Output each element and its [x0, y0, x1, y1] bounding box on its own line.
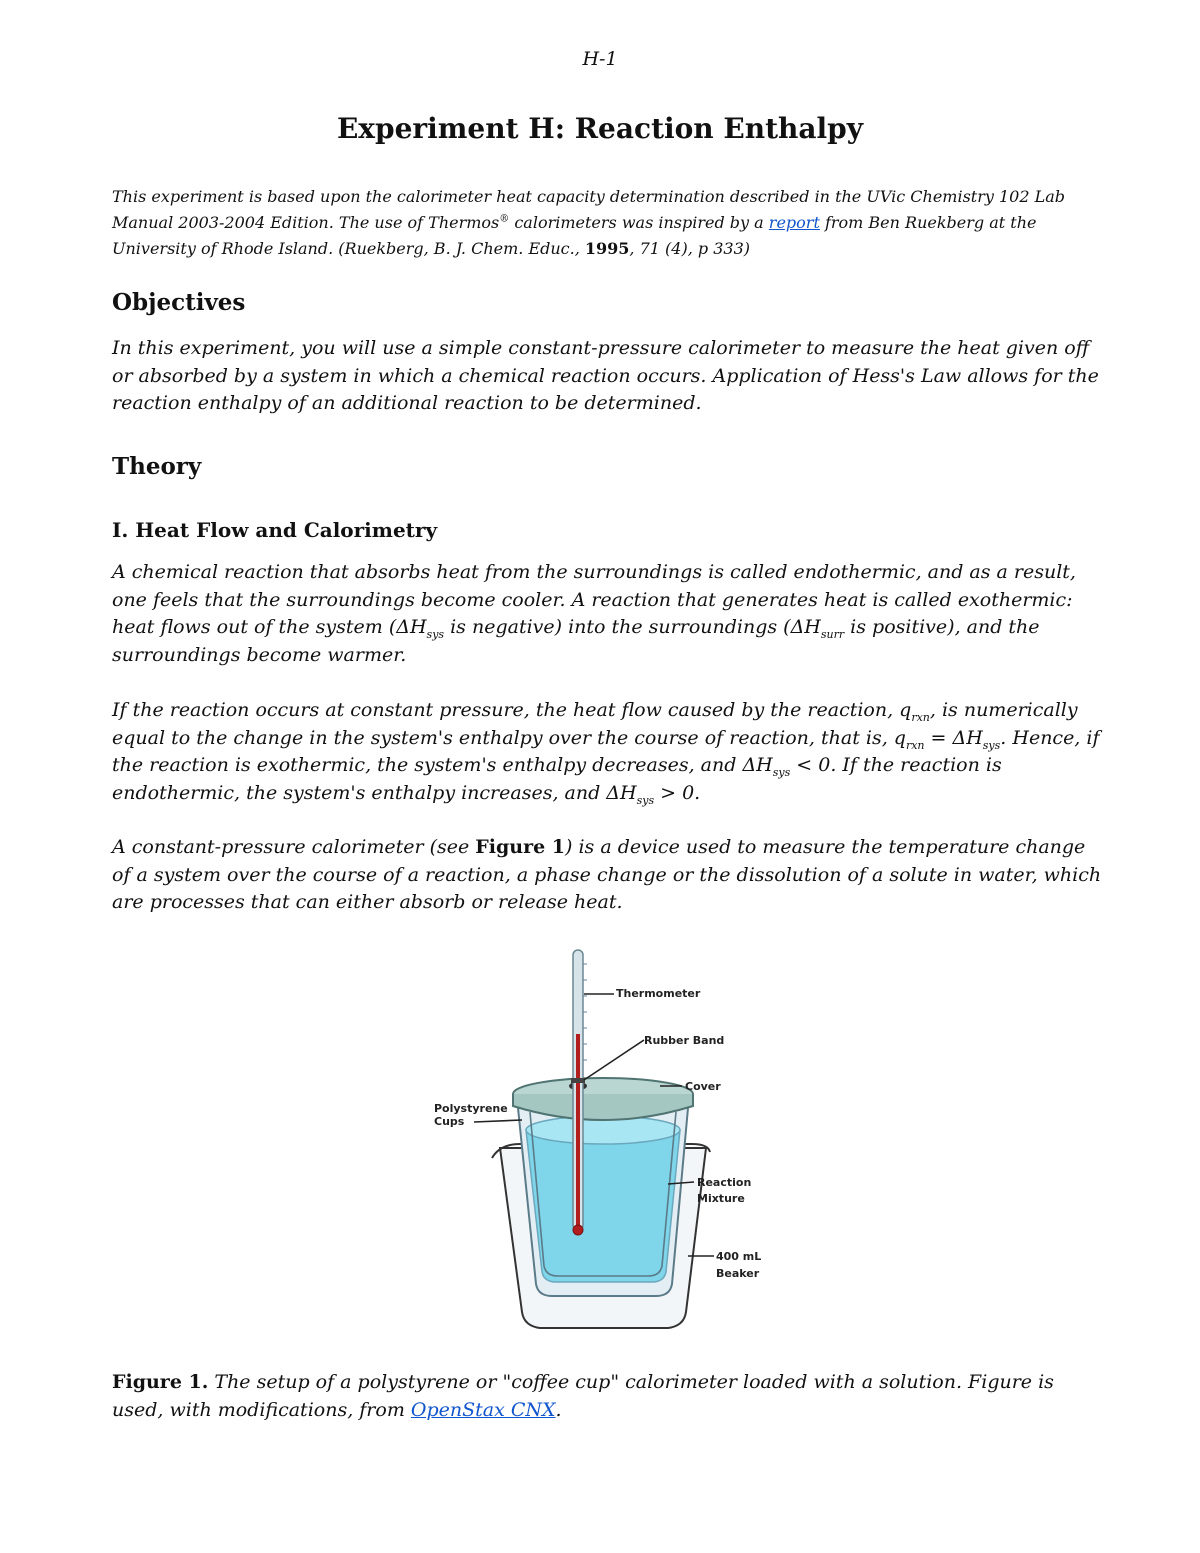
caption-text: The setup of a polystyrene or "coffee cup" calorimeter loaded with a solution. Figure is used, with modifications, from — [112, 1371, 1054, 1421]
subscript-surr: surr — [820, 627, 845, 641]
intro-paragraph — [112, 184, 1092, 262]
intro-text: , 71 (4), p 333) — [629, 239, 750, 258]
paragraph-text: If the reaction occurs at constant pressure, the heat flow caused by the reaction, q — [112, 699, 912, 721]
calorimeter-figure — [430, 944, 770, 1339]
paragraph-text: is negative) into the surroundings (ΔH — [444, 616, 821, 638]
report-link[interactable]: report — [768, 213, 820, 232]
paragraph-text: is positive), and the surroundings become warmer. — [112, 616, 1040, 666]
label-400ml: 400 mL — [716, 1250, 762, 1263]
objectives-paragraph: In this experiment, you will use a simple constant-pressure calorimeter to measure the heat given off or absorbed by a system in which a chemical reaction occurs. Application of Hess's Law allows for the reaction enthalpy of an additional reaction to be determined. — [112, 337, 1099, 414]
thermometer-bulb — [573, 1225, 583, 1235]
label-mixture: Mixture — [697, 1192, 745, 1205]
theory-paragraph-3 — [112, 834, 1102, 917]
intro-text: calorimeters was inspired by a — [509, 213, 769, 232]
label-thermometer: Thermometer — [616, 987, 701, 1000]
theory-paragraph-2 — [112, 697, 1102, 807]
heat-flow-subheading: I. Heat Flow and Calorimetry — [112, 518, 438, 542]
page-number: H-1 — [582, 48, 618, 70]
subscript-sys: sys — [426, 627, 445, 641]
subscript-sys: sys — [636, 793, 655, 807]
label-beaker: Beaker — [716, 1267, 760, 1280]
reaction-mixture-liquid — [526, 1130, 680, 1282]
subscript-rxn: rxn — [905, 738, 925, 752]
label-reaction: Reaction — [697, 1176, 752, 1189]
figure-caption — [112, 1369, 1102, 1424]
subscript-rxn: rxn — [911, 710, 930, 724]
intro-text: This experiment is based upon the calorimeter heat capacity determination described in the UVic Chemistry 102 Lab Manual 2003-2004 Edition. The use of Thermos — [112, 187, 1066, 232]
label-polystyrene: Polystyrene — [434, 1102, 508, 1115]
paragraph-text: , is numerically equal to the change in the system's enthalpy over the course of reaction, that is, q — [112, 699, 1078, 749]
theory-heading: Theory — [112, 453, 202, 480]
paragraph-text: . Hence, if the reaction is exothermic, the system's enthalpy decreases, and ΔH — [112, 726, 1100, 776]
page-title: Experiment H: Reaction Enthalpy — [336, 112, 864, 145]
subscript-sys: sys — [982, 738, 1001, 752]
citation-year: 1995 — [584, 239, 630, 258]
registered-mark: ® — [499, 213, 510, 225]
theory-paragraph-1 — [112, 559, 1102, 669]
figure-reference: Figure 1 — [475, 836, 566, 858]
paragraph-text: ) is a device used to measure the temperature change of a system over the course of a reaction, a phase change or the dissolution of a solute in water, which are processes that can either absorb or release heat. — [112, 836, 1102, 913]
paragraph-text: > 0. — [654, 781, 701, 804]
label-rubber-band: Rubber Band — [644, 1034, 725, 1047]
label-cups: Cups — [434, 1115, 465, 1128]
caption-end: . — [555, 1398, 562, 1421]
openstax-link[interactable]: OpenStax CNX — [410, 1398, 556, 1421]
label-cover: Cover — [685, 1080, 721, 1093]
subscript-sys: sys — [772, 765, 791, 779]
objectives-heading: Objectives — [112, 289, 246, 316]
paragraph-text: A constant-pressure calorimeter (see — [112, 836, 476, 858]
caption-label: Figure 1. — [112, 1371, 209, 1393]
rubber-band — [571, 1078, 585, 1083]
paragraph-text: A chemical reaction that absorbs heat from the surroundings is called endothermic, and as a result, one feels that the surroundings become cooler. A reaction that generates heat is called exothermic: heat flows out of the system (ΔH — [112, 561, 1076, 638]
thermometer-mercury — [576, 1034, 580, 1226]
paragraph-text: = ΔH — [924, 726, 983, 749]
intro-text: from Ben Ruekberg at the University of Rhode Island. (Ruekberg, B. J. Chem. Educ., — [112, 213, 1037, 258]
paragraph-text: < 0. If the reaction is endothermic, the system's enthalpy increases, and ΔH — [112, 754, 1002, 804]
